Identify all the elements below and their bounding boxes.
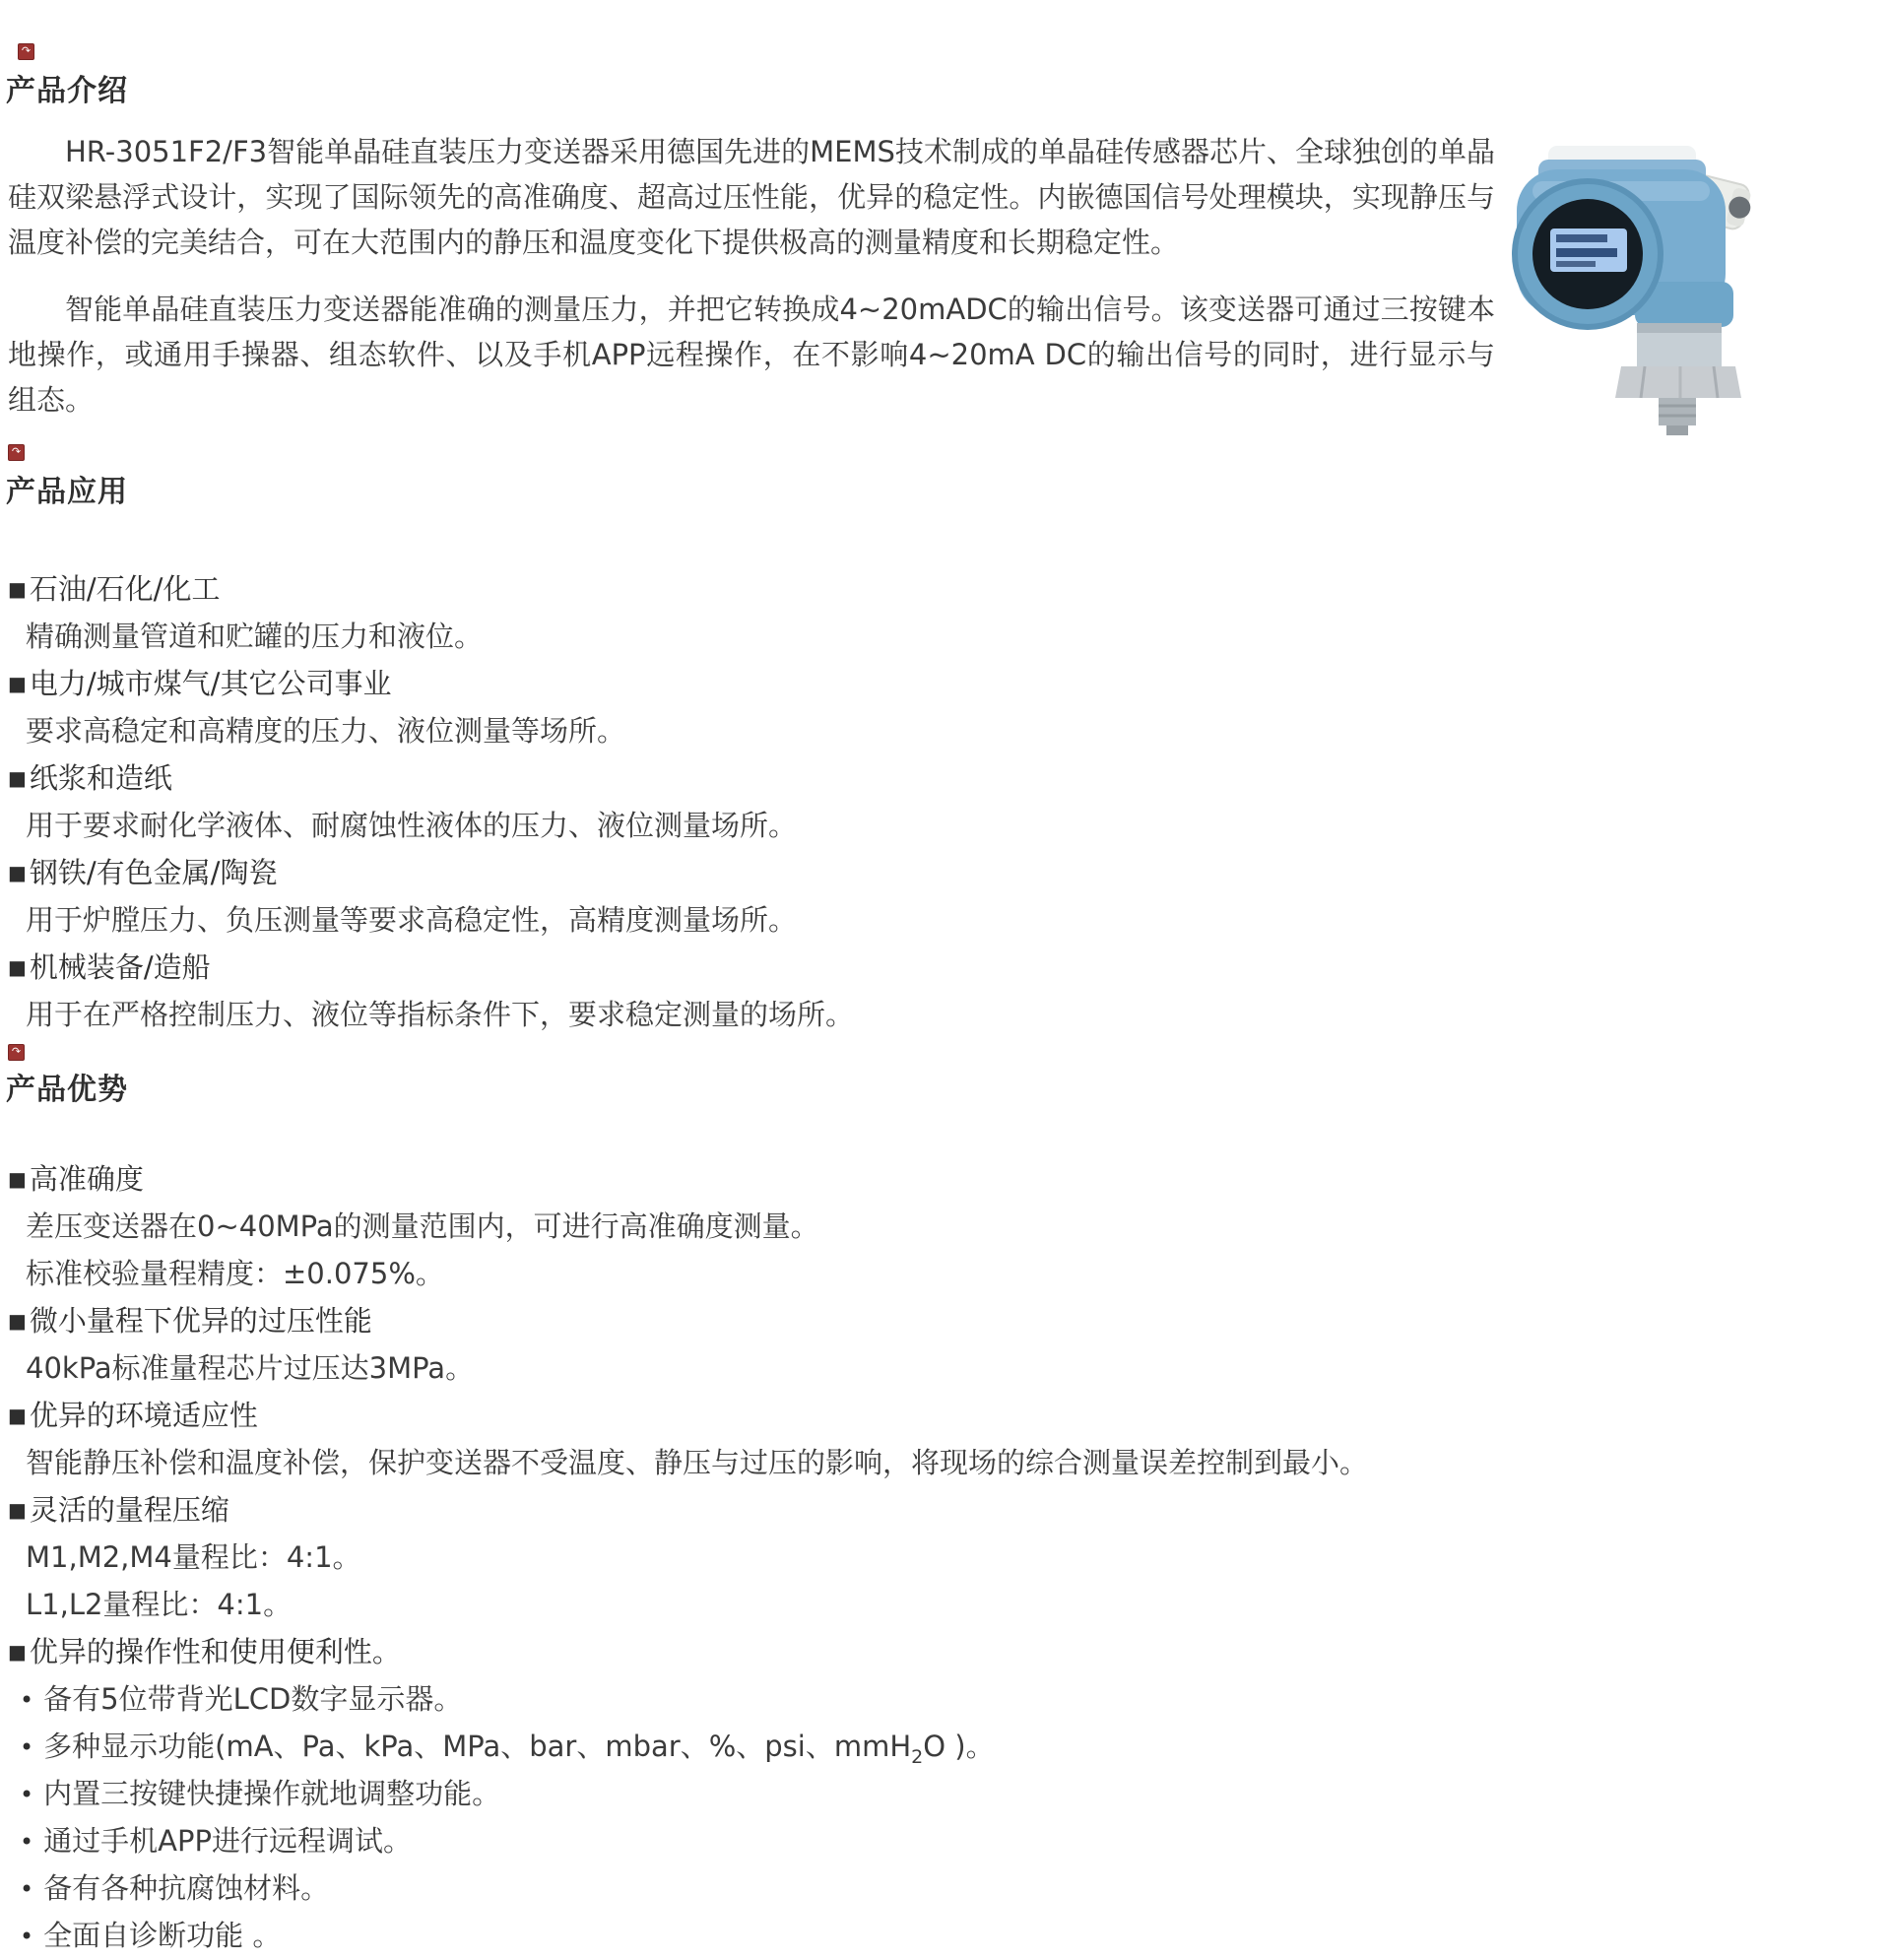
application-title-text: 纸浆和造纸: [29, 761, 172, 795]
anchor-icon: [8, 444, 25, 461]
square-bullet-icon: ■: [8, 1404, 27, 1427]
section-title-advantages: 产品优势: [6, 1073, 128, 1107]
advantage-title-text: 高准确度: [29, 1162, 144, 1196]
advantage-sub-text: 通过手机APP进行远程调试。: [43, 1824, 412, 1858]
advantage-sub-text: 备有5位带背光LCD数字显示器。: [43, 1682, 463, 1716]
advantage-title-text: 优异的操作性和使用便利性。: [29, 1635, 401, 1668]
application-item-title: [8, 754, 1891, 802]
advantage-group-title: [8, 1486, 1891, 1534]
advantage-title-text: 优异的环境适应性: [29, 1399, 258, 1432]
advantages-list: [0, 1155, 1891, 1959]
dot-bullet-icon: •: [20, 1828, 34, 1856]
process-connection: [1659, 398, 1696, 435]
square-bullet-icon: ■: [8, 1309, 27, 1333]
square-bullet-icon: ■: [8, 1498, 27, 1522]
advantage-sub-item: [8, 1675, 1891, 1723]
application-item-desc: 要求高稳定和高精度的压力、液位测量等场所。: [26, 714, 626, 748]
section-title-intro: 产品介绍: [6, 74, 128, 108]
advantage-group-title: [8, 1297, 1891, 1344]
square-bullet-icon: ■: [8, 1167, 27, 1191]
anchor-icon: [18, 43, 34, 60]
advantage-group-title: [8, 1392, 1891, 1439]
square-bullet-icon: ■: [8, 672, 27, 695]
advantage-sub-item: [8, 1912, 1891, 1959]
advantage-line: 智能静压补偿和温度补偿，保护变送器不受温度、静压与过压的影响，将现场的综合测量误差控制到最小。: [26, 1446, 1369, 1479]
advantage-title-text: 灵活的量程压缩: [29, 1493, 229, 1527]
dot-bullet-icon: •: [20, 1781, 34, 1808]
advantage-sub-item: [8, 1864, 1891, 1912]
application-item-desc: 用于要求耐化学液体、耐腐蚀性液体的压力、液位测量场所。: [26, 809, 798, 842]
advantage-title-text: 微小量程下优异的过压性能: [29, 1304, 372, 1338]
application-title-text: 石油/石化/化工: [29, 572, 221, 606]
section-title-applications: 产品应用: [6, 475, 128, 509]
application-item-desc: 精确测量管道和贮罐的压力和液位。: [26, 620, 484, 653]
application-title-text: 电力/城市煤气/其它公司事业: [29, 667, 392, 700]
advantage-sub-item: [8, 1723, 1891, 1770]
anchor-arrow-icon: ↷: [11, 445, 22, 458]
advantage-line: 差压变送器在0~40MPa的测量范围内，可进行高准确度测量。: [26, 1209, 819, 1243]
advantage-sub-item: [8, 1770, 1891, 1817]
advantage-sub-text-subscript: 2: [911, 1745, 924, 1768]
advantage-sub-text: 全面自诊断功能 。: [43, 1919, 282, 1952]
product-image: [1487, 134, 1769, 435]
application-item-desc: 用于在严格控制压力、液位等指标条件下，要求稳定测量的场所。: [26, 998, 855, 1031]
applications-list: [0, 565, 1891, 1038]
square-bullet-icon: ■: [8, 766, 27, 790]
application-item-title: [8, 849, 1891, 896]
product-detail-page: [0, 43, 1891, 1959]
dot-bullet-icon: •: [20, 1686, 34, 1714]
advantage-group-title: [8, 1155, 1891, 1203]
hex-fitting: [1615, 366, 1741, 398]
dot-bullet-icon: •: [20, 1875, 34, 1903]
application-item-title: [8, 660, 1891, 707]
advantage-line: L1,L2量程比：4:1。: [26, 1588, 293, 1621]
lcd-display: [1515, 181, 1661, 327]
square-bullet-icon: ■: [8, 861, 27, 884]
advantage-line: M1,M2,M4量程比：4:1。: [26, 1540, 361, 1574]
advantage-sub-text: 内置三按键快捷操作就地调整功能。: [43, 1777, 501, 1810]
advantage-line: 标准校验量程精度：±0.075%。: [26, 1257, 444, 1290]
square-bullet-icon: ■: [8, 955, 27, 979]
square-bullet-icon: ■: [8, 1640, 27, 1664]
advantage-sub-item: [8, 1817, 1891, 1864]
advantage-line: 40kPa标准量程芯片过压达3MPa。: [26, 1351, 475, 1385]
application-item-title: [8, 565, 1891, 613]
application-item-title: [8, 944, 1891, 991]
application-title-text: 机械装备/造船: [29, 950, 211, 984]
application-item-desc: 用于炉膛压力、负压测量等要求高稳定性，高精度测量场所。: [26, 903, 798, 937]
anchor-arrow-icon: ↷: [21, 44, 32, 57]
intro-paragraph-1: HR-3051F2/F3智能单晶硅直装压力变送器采用德国先进的MEMS技术制成的单晶硅传感器芯片、全球独创的单晶硅双梁悬浮式设计，实现了国际领先的高准确度、超高过压性能，优异的稳定性。内嵌德国信号处理模块，实现静压与温度补偿的完美结合，可在大范围内的静压和温度变化下提供极高的测量精度和长期稳定性。: [8, 135, 1495, 259]
application-title-text: 钢铁/有色金属/陶瓷: [29, 856, 278, 889]
dot-bullet-icon: •: [20, 1923, 34, 1950]
advantage-sub-text-prefix: 多种显示功能(mA、Pa、kPa、MPa、bar、mbar、%、psi、mmH: [43, 1730, 912, 1763]
intro-paragraph-2: 智能单晶硅直装压力变送器能准确的测量压力，并把它转换成4~20mADC的输出信号。该变送器可通过三按键本地操作，或通用手操器、组态软件、以及手机APP远程操作，在不影响4~20mA DC的输出信号的同时，进行显示与组态。: [8, 293, 1495, 417]
anchor-arrow-icon: ↷: [11, 1045, 22, 1058]
advantage-sub-text-suffix: O )。: [923, 1730, 995, 1763]
anchor-icon: [8, 1044, 25, 1061]
square-bullet-icon: ■: [8, 577, 27, 601]
dot-bullet-icon: •: [20, 1733, 34, 1761]
advantage-sub-text: 备有各种抗腐蚀材料。: [43, 1871, 330, 1905]
advantage-group-title: [8, 1628, 1891, 1675]
